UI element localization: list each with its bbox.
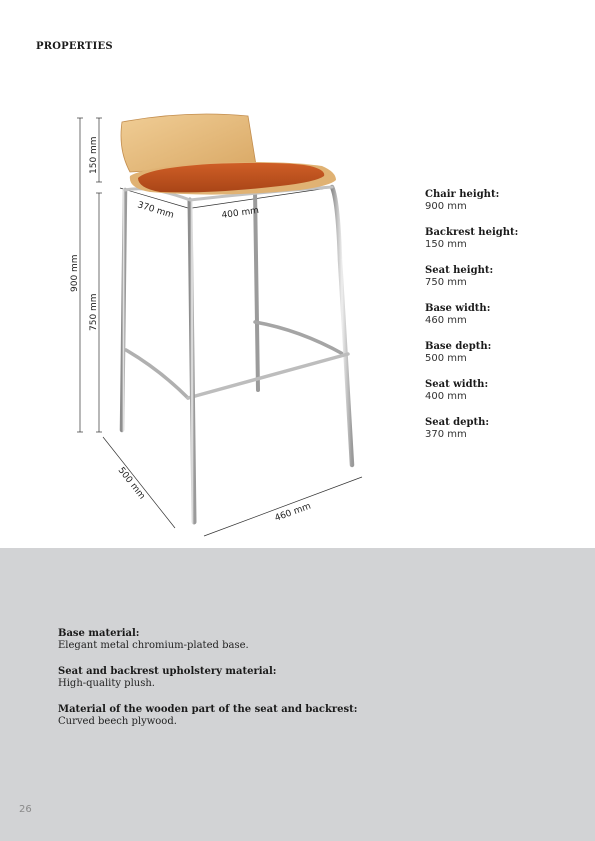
material-value: High-quality plush. [58, 678, 155, 689]
page-heading: PROPERTIES [36, 41, 113, 52]
seat-depth-dim-label: 370 mm [136, 200, 175, 221]
chair-seat [121, 114, 336, 195]
spec-label: Backrest height: [425, 227, 519, 238]
seat-width-dim-label: 400 mm [221, 205, 260, 221]
spec-value: 500 mm [425, 353, 467, 364]
spec-label: Base width: [425, 303, 491, 314]
spec-item [425, 303, 585, 327]
material-label: Base material: [58, 628, 140, 639]
material-item [58, 628, 478, 652]
spec-label: Seat height: [425, 265, 494, 276]
backrest-height-dim-label: 150 mm [89, 136, 99, 174]
spec-item [425, 265, 585, 289]
spec-item [425, 417, 585, 441]
spec-item [425, 189, 585, 213]
chair-frame [122, 187, 352, 522]
base-depth-line [103, 437, 175, 528]
spec-label: Seat depth: [425, 417, 490, 428]
material-value: Curved beech plywood. [58, 716, 177, 727]
spec-value: 400 mm [425, 391, 467, 402]
spec-label: Seat width: [425, 379, 489, 390]
material-label: Seat and backrest upholstery material: [58, 666, 277, 677]
spec-item [425, 227, 585, 251]
spec-value: 150 mm [425, 239, 467, 250]
base-width-dim-label: 460 mm [273, 501, 313, 524]
spec-value: 370 mm [425, 429, 467, 440]
material-item [58, 704, 478, 728]
material-value: Elegant metal chromium-plated base. [58, 640, 249, 651]
spec-value: 460 mm [425, 315, 467, 326]
spec-item [425, 379, 585, 403]
spec-label: Chair height: [425, 189, 500, 200]
base-depth-dim-label: 500 mm [115, 465, 147, 502]
page-number: 26 [19, 804, 32, 815]
spec-value: 900 mm [425, 201, 467, 212]
chair-height-dim-label: 900 mm [70, 254, 80, 292]
material-item [58, 666, 478, 690]
spec-list [425, 189, 585, 455]
spec-label: Base depth: [425, 341, 492, 352]
seat-height-dim-label: 750 mm [89, 293, 99, 331]
spec-value: 750 mm [425, 277, 467, 288]
materials-list [58, 628, 478, 742]
material-label: Material of the wooden part of the seat and backrest: [58, 704, 358, 715]
base-width-line [204, 477, 362, 536]
spec-item [425, 341, 585, 365]
